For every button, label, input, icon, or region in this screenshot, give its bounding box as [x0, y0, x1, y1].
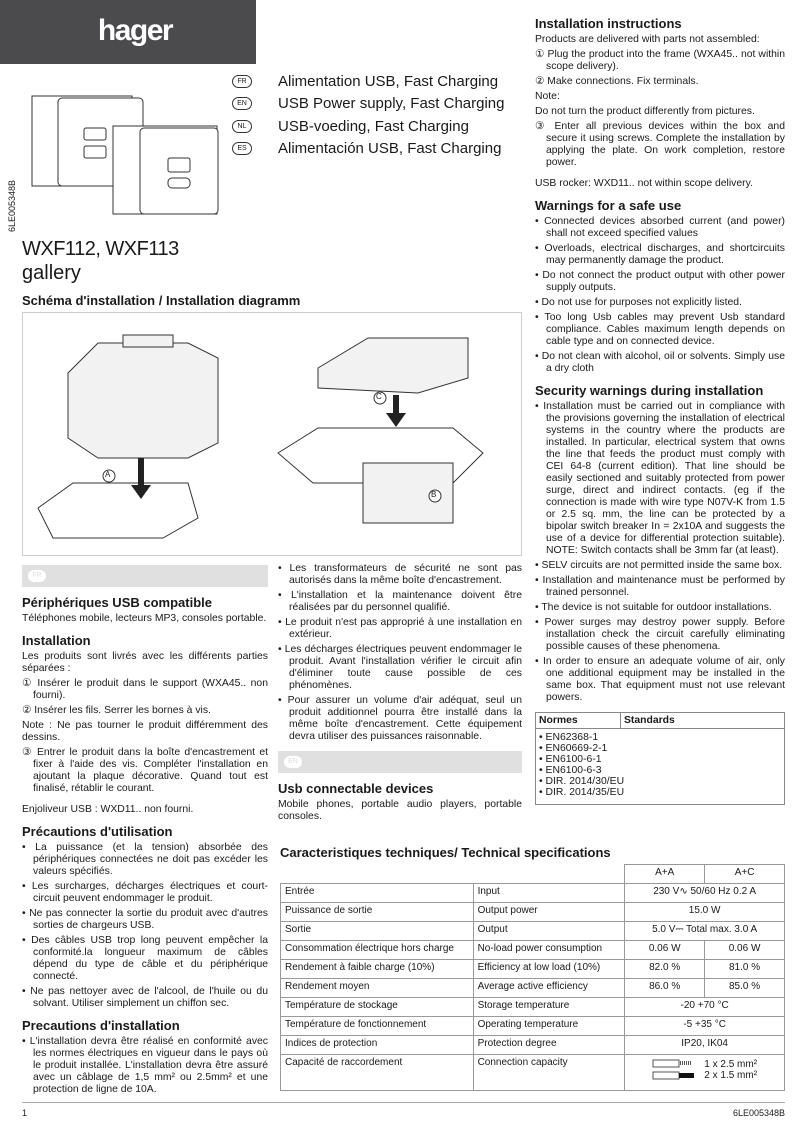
- cell: Rendement moyen: [281, 979, 474, 998]
- fr-use-item: • Des câbles USB trop long peuvent empêcher la conformité.la longueur maximum de câbles dépend du type de câble et du périphérique connecté.: [22, 935, 268, 982]
- en-devices-text: Mobile phones, portable audio players, portable consoles.: [278, 799, 522, 822]
- cell: 0.06 W: [625, 941, 705, 960]
- cell: Rendement à faible charge (10%): [281, 960, 474, 979]
- en-install-intro: Products are delivered with parts not assembled:: [535, 34, 760, 45]
- en-safe-item: • Do not connect the product output with other power supply outputs.: [535, 270, 785, 293]
- lang-title-fr: [232, 73, 522, 90]
- capacity-rigid: 1 x 2.5 mm²: [704, 1059, 758, 1070]
- table-row: [281, 960, 785, 979]
- standard-item: • EN60669-2-1: [539, 743, 608, 754]
- hager-logo: hager: [97, 14, 173, 47]
- diagram-label-b: B: [431, 490, 437, 499]
- fr-devices-title: Périphériques USB compatible: [22, 595, 212, 610]
- product-title: USB Power supply, Fast Charging: [278, 95, 505, 112]
- fr-step-3: ③ Entrer le produit dans la boîte d'encastrement et fixer à l'aide des vis. Compléter l'installation en ajoutant la plaque décorative. Quand tout est finalisé, rétablir le courant.: [22, 747, 268, 794]
- en-install-title: Installation instructions: [535, 16, 682, 31]
- specs-title: Caracteristiques techniques/ Technical specifications: [280, 845, 611, 860]
- fr-install-title: Installation: [22, 633, 91, 648]
- en-devices-title: Usb connectable devices: [278, 781, 434, 796]
- fr-section: [22, 565, 268, 1099]
- standards-header-en: Standards: [624, 715, 675, 726]
- cell: Efficiency at low load (10%): [473, 960, 625, 979]
- fr-inst-item: • Les décharges électriques peuvent endommager le produit. Avant l'installation vérifier le circuit afin d'éliminer toute cause possible de ces phénomènes.: [278, 644, 522, 691]
- en-safe-item: • Too long Usb cables may prevent Usb standard compliance. Cables maximum length depends on cable type and on connected device.: [535, 312, 785, 347]
- cell: Capacité de raccordement: [281, 1055, 474, 1091]
- lang-es-icon: ES: [232, 142, 252, 155]
- en-badge: EN: [284, 756, 302, 768]
- standard-item: • EN6100-6-1: [539, 754, 602, 765]
- fr-badge: FR: [28, 570, 46, 582]
- cell: -20 +70 °C: [625, 998, 785, 1017]
- table-row: [281, 1036, 785, 1055]
- en-safe-item: • Do not use for purposes not explicitly listed.: [535, 297, 742, 308]
- cell: 82.0 %: [625, 960, 705, 979]
- standard-item: • EN62368-1: [539, 732, 599, 743]
- table-row: [281, 998, 785, 1017]
- fr-use-item: • La puissance (et la tension) absorbée des périphériques connectées ne doit pas excéder les valeurs spécifiés.: [22, 842, 268, 877]
- lang-title-en: [232, 95, 522, 112]
- fr-step-1: ① Insérer le produit dans le support (WXA45.. non fourni).: [22, 678, 268, 701]
- cell: No-load power consumption: [473, 941, 625, 960]
- en-sec-item: • The device is not suitable for outdoor installations.: [535, 602, 772, 613]
- table-row: [281, 979, 785, 998]
- table-row: [281, 1055, 785, 1091]
- table-row: [281, 941, 785, 960]
- cell: Average active efficiency: [473, 979, 625, 998]
- en-step-3: ③ Enter all previous devices within the box and secure it using screws. Complete the installation by applying the plate. On work completion, restore power.: [535, 121, 785, 168]
- lang-en-icon: EN: [232, 97, 252, 110]
- cell: Température de stockage: [281, 998, 474, 1017]
- cell: IP20, IK04: [625, 1036, 785, 1055]
- model-numbers: WXF112, WXF113: [22, 238, 179, 260]
- fr-inst-item: • Les transformateurs de sécurité ne sont pas autorisés dans la même boîte d'encastrement.: [278, 563, 522, 586]
- fr-note: Note : Ne pas tourner le produit différemment des dessins.: [22, 720, 268, 743]
- footer-doc-code: 6LE005348B: [732, 1108, 785, 1118]
- cell: 0.06 W: [705, 941, 785, 960]
- diagram-label-c: C: [376, 392, 382, 401]
- en-section: [535, 18, 785, 707]
- en-safe-item: • Overloads, electrical discharges, and shortcircuits may permanently damage the product.: [535, 243, 785, 266]
- fr-use-title: Précautions d'utilisation: [22, 824, 173, 839]
- lang-fr-icon: FR: [232, 75, 252, 88]
- product-illustration: [28, 86, 223, 216]
- cell: 5.0 V⎓ Total max. 3.0 A: [625, 922, 785, 941]
- en-sec-item: • Installation and maintenance must be performed by trained personnel.: [535, 575, 785, 598]
- en-sec-title: Security warnings during installation: [535, 383, 764, 398]
- standard-item: • DIR. 2014/35/EU: [539, 787, 625, 798]
- capacity-flexible: 2 x 1.5 mm²: [704, 1070, 758, 1081]
- en-rocker: USB rocker: WXD11.. not within scope delivery.: [535, 178, 753, 189]
- cell: Température de fonctionnement: [281, 1017, 474, 1036]
- cell: 15.0 W: [625, 903, 785, 922]
- connection-capacity-cell: [625, 1055, 785, 1091]
- cell: Puissance de sortie: [281, 903, 474, 922]
- cell: 230 V∿ 50/60 Hz 0.2 A: [625, 884, 785, 903]
- middle-column: [278, 563, 522, 826]
- installation-diagram: [22, 312, 522, 556]
- product-title: Alimentation USB, Fast Charging: [278, 73, 499, 90]
- footer-divider: [22, 1102, 785, 1103]
- product-title: USB-voeding, Fast Charging: [278, 118, 469, 135]
- fr-section-bar: [22, 565, 268, 587]
- standard-item: • DIR. 2014/30/EU: [539, 776, 625, 787]
- fr-use-item: • Les surcharges, décharges électriques et court-circuit peuvent endommager le produit.: [22, 881, 268, 904]
- specs-table: [280, 864, 785, 1091]
- brand-header: [0, 0, 256, 64]
- table-row: [281, 884, 785, 903]
- table-row: [281, 1017, 785, 1036]
- diagram-label-a: A: [105, 470, 111, 479]
- col-header-aa: A+A: [625, 865, 705, 884]
- cell: 81.0 %: [705, 960, 785, 979]
- en-sec-item: • Installation must be carried out in compliance with the provisions governing the installation of electrical systems in the country where the products are installed. In particular, electrical system that owns the line that feeds the product must comply with CEI 64-8 (current edition). That line should be easily sectioned and suitably protected from power surge, direct and indirect contacts. (eg if the connection is made with wire type N07V-K from 1.5 or 2.5 sq. mm, the line can be protected by a bipolar switch breaker In = 2x10A and suggests the use of a device for differential protection suitable). NOTE: Switch contacts shall be 3mm far (at least).: [535, 401, 785, 556]
- standards-header-fr: Normes: [536, 713, 621, 728]
- en-step-1: ① Plug the product into the frame (WXA45.. not within scope delivery).: [535, 49, 785, 72]
- standard-item: • EN6100-6-3: [539, 765, 602, 776]
- cell: Connection capacity: [473, 1055, 625, 1091]
- table-row: [281, 865, 785, 884]
- cell: Consommation électrique hors charge: [281, 941, 474, 960]
- cell: Output: [473, 922, 625, 941]
- table-row: [281, 922, 785, 941]
- en-safe-title: Warnings for a safe use: [535, 198, 682, 213]
- page-number: 1: [22, 1108, 28, 1118]
- table-row: [281, 903, 785, 922]
- en-safe-item: • Connected devices absorbed current (and power) shall not exceed specified values: [535, 216, 785, 239]
- en-section-bar: [278, 751, 522, 773]
- en-safe-item: • Do not clean with alcohol, oil or solvents. Simply use a dry cloth: [535, 351, 785, 374]
- cell: 86.0 %: [625, 979, 705, 998]
- diagram-title: Schéma d'installation / Installation diagramm: [22, 293, 301, 308]
- cell: Protection degree: [473, 1036, 625, 1055]
- lang-nl-icon: NL: [232, 120, 252, 133]
- standards-table: [535, 712, 785, 805]
- cell: Indices de protection: [281, 1036, 474, 1055]
- fr-use-item: • Ne pas connecter la sortie du produit avec d'autres sorties de chargeurs USB.: [22, 908, 268, 931]
- cell: -5 +35 °C: [625, 1017, 785, 1036]
- en-sec-item: • Power surges may destroy power supply. Before installation check the circuit carefully eliminating possible causes of these phenomena.: [535, 617, 785, 652]
- en-step-2: ② Make connections. Fix terminals.: [535, 76, 699, 87]
- fr-inst-title: Precautions d'installation: [22, 1018, 180, 1033]
- en-sec-item: • SELV circuits are not permitted inside the same box.: [535, 560, 783, 571]
- fr-rocker: Enjoliveur USB : WXD11.. non fourni.: [22, 804, 194, 815]
- fr-step-2: ② Insérer les fils. Serrer les bornes à vis.: [22, 705, 211, 716]
- fr-use-item: • Ne pas nettoyer avec de l'alcool, de l'huile ou du solvant. Utiliser simplement un chiffon sec.: [22, 986, 268, 1009]
- cell: Entrée: [281, 884, 474, 903]
- wire-icon: [652, 1057, 698, 1083]
- doc-code-vertical: 6LE005348B: [7, 179, 17, 232]
- en-note: Do not turn the product differently from pictures.: [535, 106, 755, 117]
- en-note-label: Note:: [535, 91, 560, 102]
- product-range: gallery: [22, 262, 81, 284]
- lang-title-nl: [232, 118, 522, 135]
- en-sec-item: • In order to ensure an adequate volume of air, only one additional equipment may be installed in the same box. That equipment must not use relevant powers.: [535, 656, 785, 703]
- fr-inst-item: • L'installation et la maintenance doivent être réalisées par du personnel qualifié.: [278, 590, 522, 613]
- cell: Storage temperature: [473, 998, 625, 1017]
- fr-install-intro: Les produits sont livrés avec les différents parties séparées :: [22, 651, 268, 674]
- col-header-ac: A+C: [705, 865, 785, 884]
- product-title: Alimentación USB, Fast Charging: [278, 140, 502, 157]
- cell: 85.0 %: [705, 979, 785, 998]
- cell: Input: [473, 884, 625, 903]
- fr-inst-item: • Pour assurer un volume d'air adéquat, seul un produit additionnel pourra être installé dans la même boîte d'encastrement. Cette équipement devra utiliser des puissances raisonnable.: [278, 695, 522, 742]
- lang-title-es: [232, 140, 522, 157]
- cell: Output power: [473, 903, 625, 922]
- fr-inst-item: • Le produit n'est pas approprié à une installation en extérieur.: [278, 617, 522, 640]
- cell: Sortie: [281, 922, 474, 941]
- cell: Operating temperature: [473, 1017, 625, 1036]
- fr-devices-text: Téléphones mobile, lecteurs MP3, consoles portable.: [22, 613, 267, 624]
- fr-inst-item: • L'installation devra être réalisé en conformité avec les normes électriques en vigueur dans le pays où le produit installée. L'installation devra être assuré avec un câblage de 1,5 mm² ou 2.5mm² et une protection de ligne de 10A.: [22, 1036, 268, 1095]
